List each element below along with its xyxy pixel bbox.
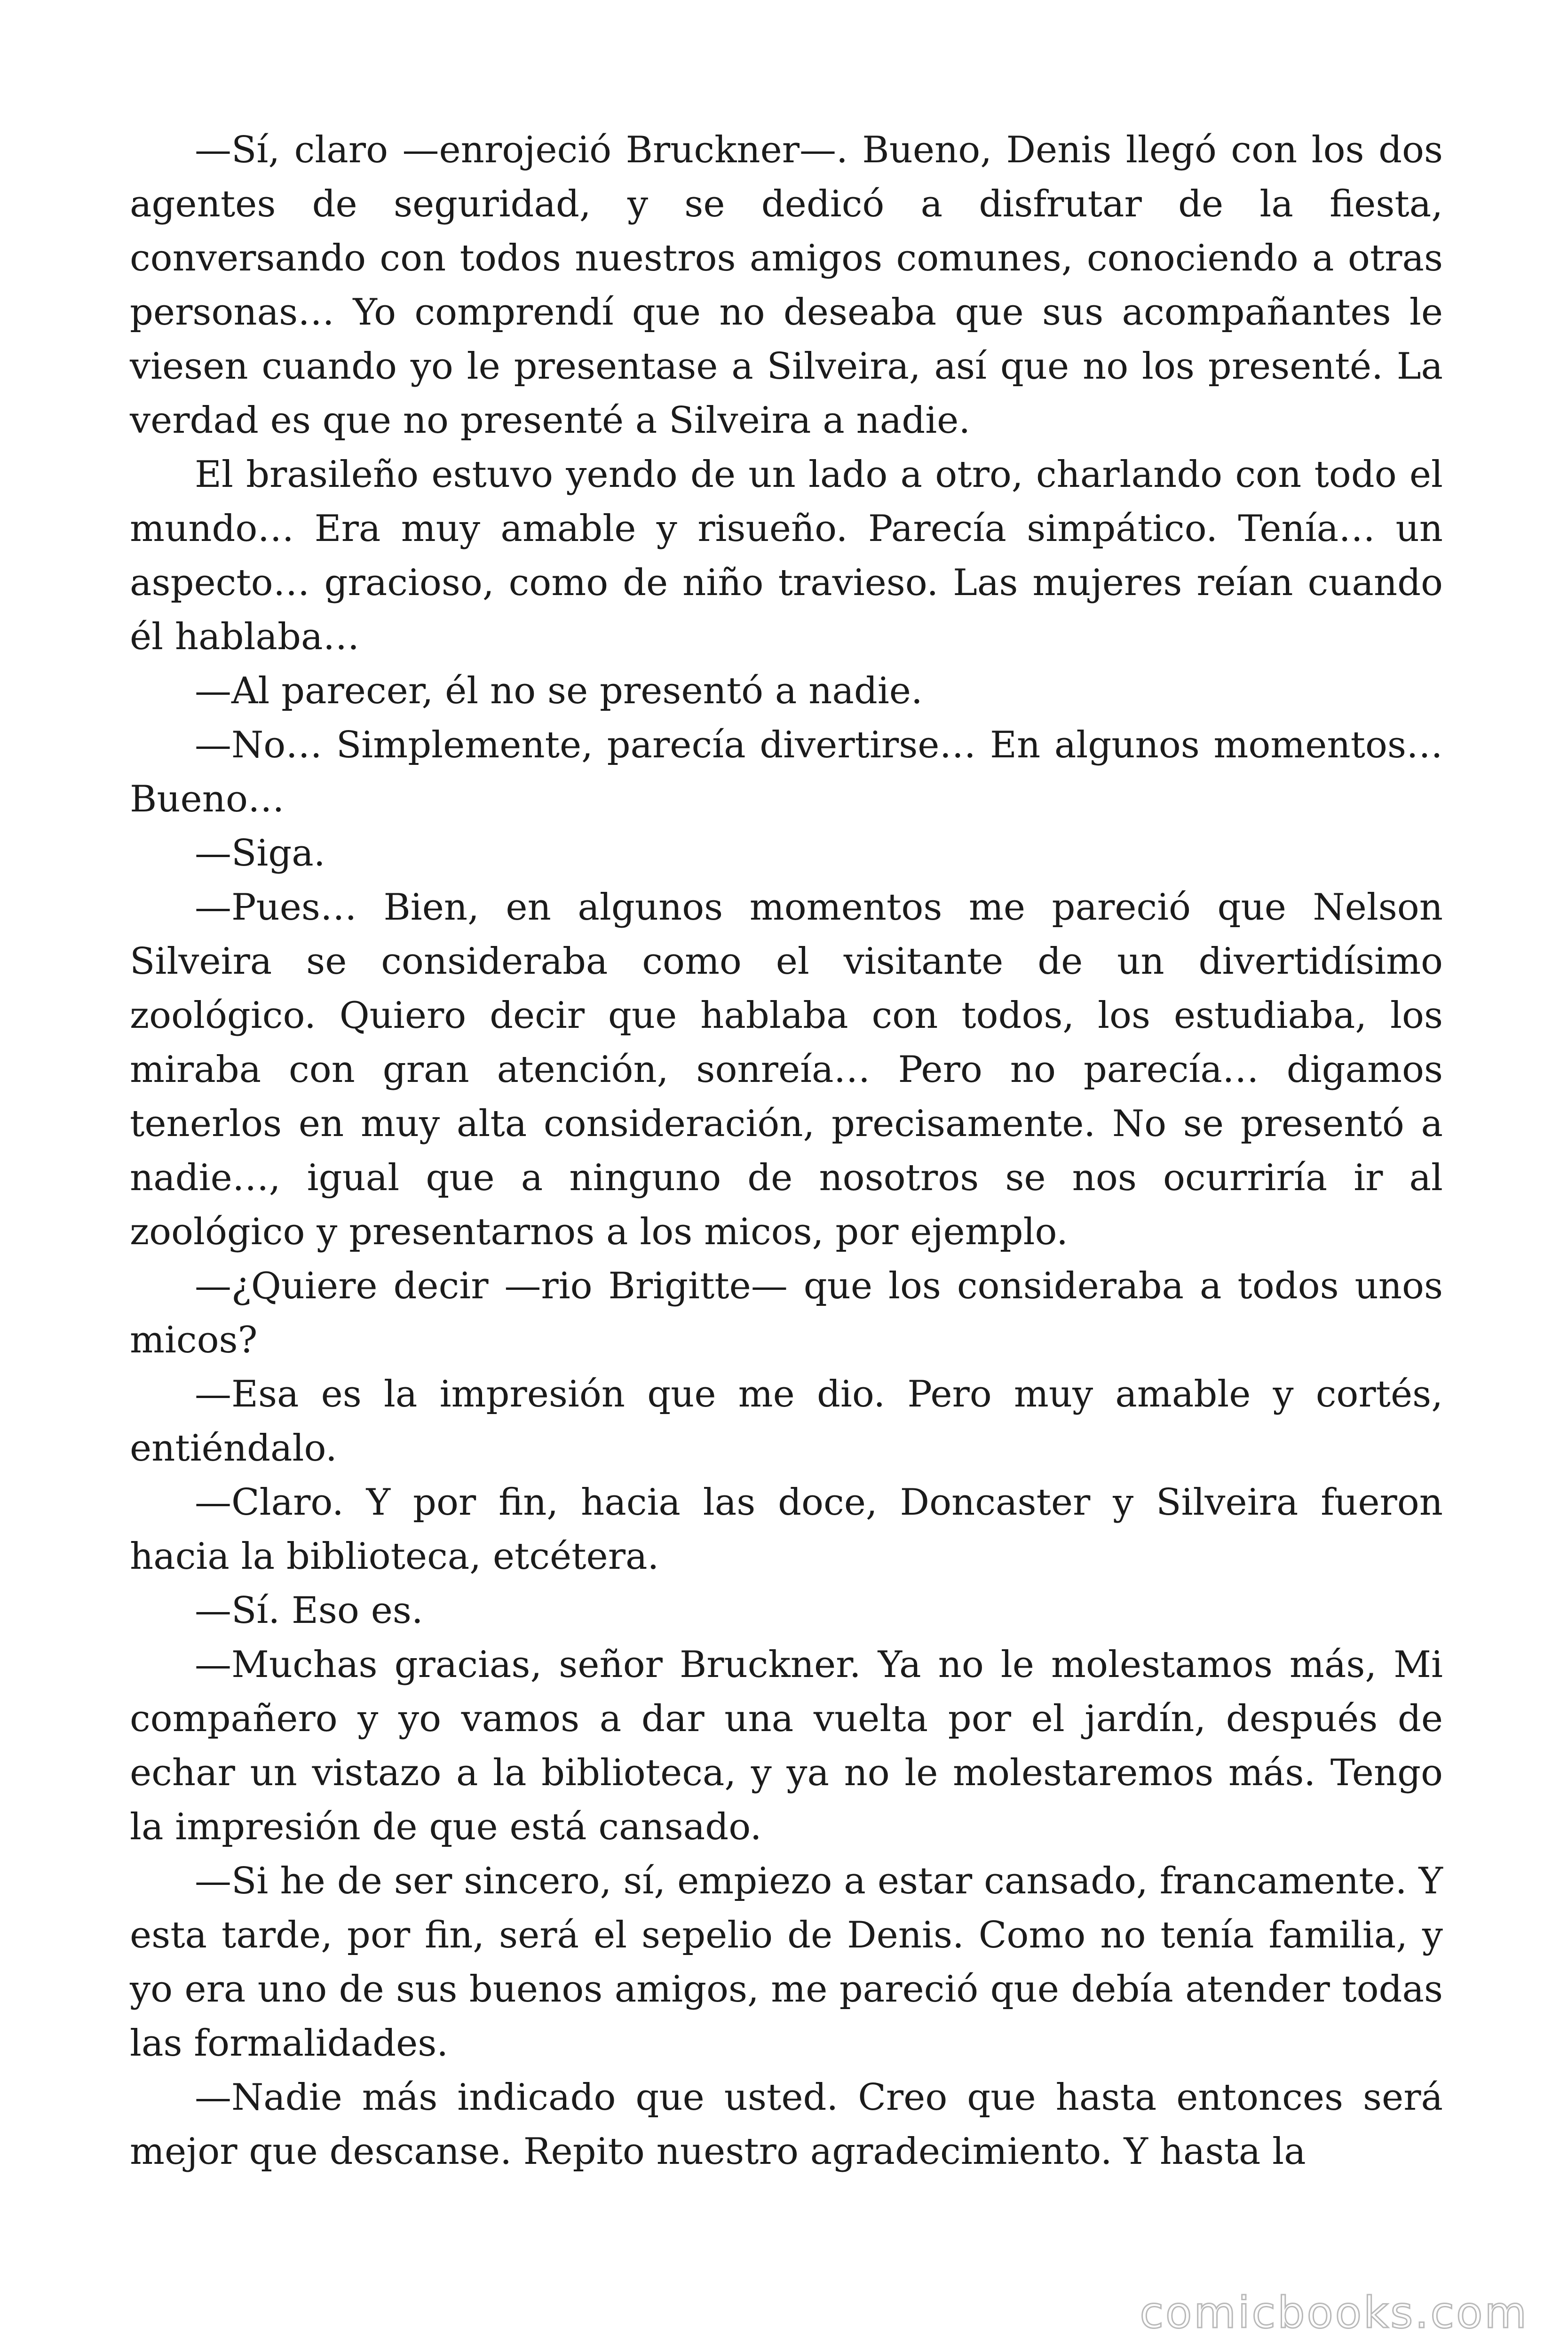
- paragraph: El brasileño estuvo yendo de un lado a otro, charlando con todo el mundo… Era muy amable y risueño. Parecía simpático. Tenía… un aspecto… gracioso, como de niño travieso. Las mujeres reían cuando él hablaba…: [130, 453, 1443, 658]
- paragraph: —Pues… Bien, en algunos momentos me pareció que Nelson Silveira se consideraba como el visitante de un divertidísimo zoológico. Quiero decir que hablaba con todos, los estudiaba, los miraba con gran atención, sonreía… Pero no parecía… digamos tenerlos en muy alta consideración, precisamente. No se presentó a nadie…, igual que a ninguno de nosotros se nos ocurriría ir al zoológico y presentarnos a los micos, por ejemplo.: [130, 886, 1443, 1253]
- watermark: comicbooks.com: [1140, 2288, 1528, 2338]
- paragraph: —Esa es la impresión que me dio. Pero muy amable y cortés, entiéndalo.: [130, 1373, 1443, 1470]
- paragraph: —Al parecer, él no se presentó a nadie.: [195, 670, 923, 712]
- paragraph: —Muchas gracias, señor Bruckner. Ya no le molestamos más, Mi compañero y yo vamos a dar una vuelta por el jardín, después de echar un vistazo a la biblioteca, y ya no le molestaremos más. Tengo la impresión de que está cansado.: [130, 1644, 1443, 1848]
- paragraph: —Nadie más indicado que usted. Creo que hasta entonces será mejor que descanse. Repito nuestro agradecimiento. Y hasta la: [130, 2076, 1443, 2173]
- paragraph: —Si he de ser sincero, sí, empiezo a estar cansado, francamente. Y esta tarde, por fin, será el sepelio de Denis. Como no tenía familia, y yo era uno de sus buenos amigos, me pareció que debía atender todas las formalidades.: [130, 1860, 1443, 2065]
- paragraph: —No… Simplemente, parecía divertirse… En algunos momentos… Bueno…: [130, 724, 1443, 820]
- paragraph: —Sí, claro —enrojeció Bruckner—. Bueno, Denis llegó con los dos agentes de seguridad, y se dedicó a disfrutar de la fiesta, conversando con todos nuestros amigos comunes, conociendo a otras personas… Yo comprendí que no deseaba que sus acompañantes le viesen cuando yo le presentase a Silveira, así que no los presenté. La verdad es que no presenté a Silveira a nadie.: [130, 129, 1443, 442]
- paragraph: —Claro. Y por fin, hacia las doce, Doncaster y Silveira fueron hacia la biblioteca, etcétera.: [130, 1481, 1443, 1578]
- body-text: [130, 123, 1443, 2179]
- paragraph: —Siga.: [195, 832, 325, 874]
- paragraph: —Sí. Eso es.: [195, 1589, 423, 1632]
- paragraph: —¿Quiere decir —rio Brigitte— que los consideraba a todos unos micos?: [130, 1265, 1443, 1361]
